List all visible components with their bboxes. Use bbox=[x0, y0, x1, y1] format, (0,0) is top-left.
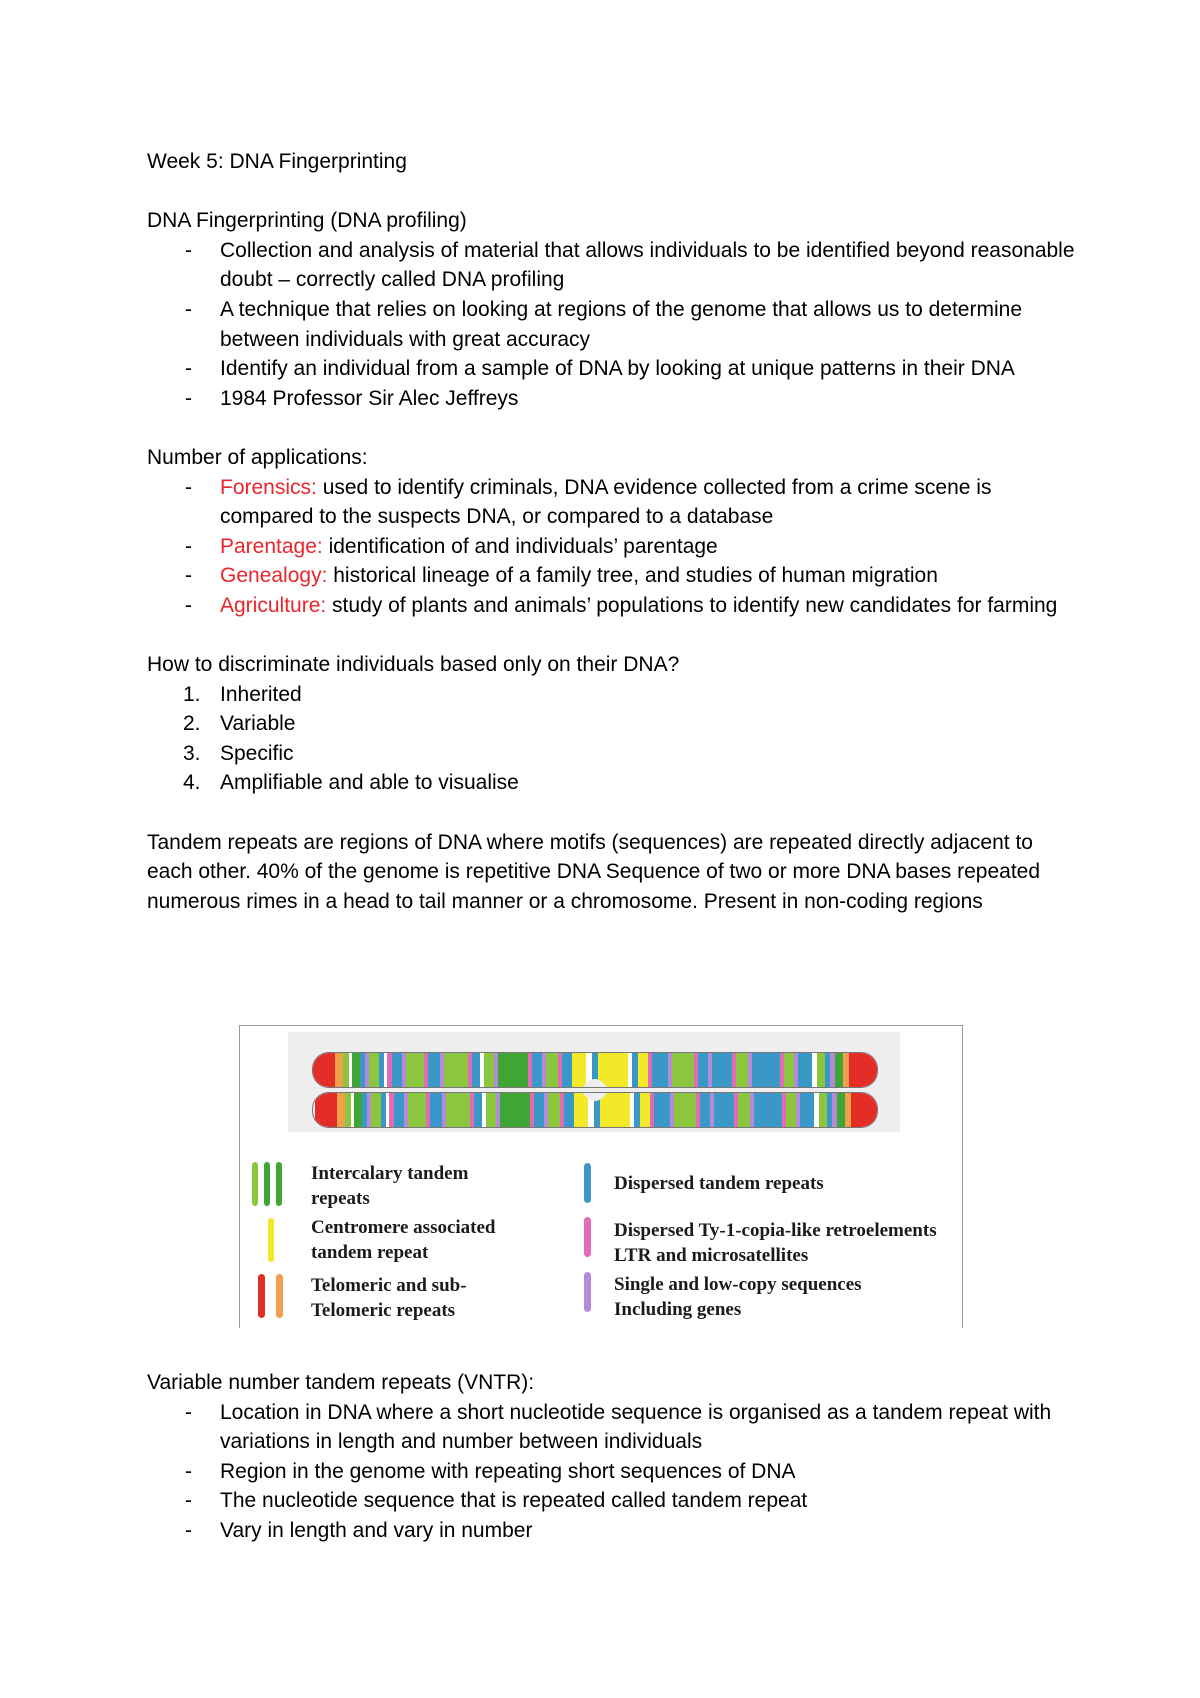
legend-centromere bbox=[311, 1215, 496, 1265]
chromosome-band bbox=[648, 1053, 652, 1087]
list-item bbox=[147, 561, 1077, 591]
chromosome-band bbox=[392, 1053, 402, 1087]
chromosome-band bbox=[564, 1093, 574, 1127]
chromosome-band bbox=[548, 1093, 560, 1127]
chromosome-band bbox=[389, 1093, 394, 1127]
list-item: - Vary in length and vary in number bbox=[147, 1516, 1077, 1546]
chromosome-band bbox=[674, 1093, 696, 1127]
list-number: 2. bbox=[183, 712, 201, 736]
chromosome-band bbox=[440, 1053, 444, 1087]
intercalary-swatch-2 bbox=[264, 1162, 270, 1206]
chromosome-band bbox=[835, 1053, 843, 1087]
chromosome-band bbox=[534, 1093, 544, 1127]
list-item: - Region in the genome with repeating short sequences of DNA bbox=[147, 1457, 1077, 1487]
chromatid-bottom bbox=[312, 1092, 878, 1128]
chromosome-band bbox=[345, 1093, 351, 1127]
chromosome-band bbox=[784, 1053, 794, 1087]
chromosome-band bbox=[546, 1053, 558, 1087]
term-description: used to identify criminals, DNA evidence collected from a crime scene is compared to the suspects DNA, or compared to a database bbox=[220, 475, 992, 529]
chromosome-band bbox=[337, 1093, 345, 1127]
legend-retroelements bbox=[614, 1218, 937, 1268]
list-item bbox=[147, 680, 1077, 710]
single-copy-swatch bbox=[584, 1272, 591, 1312]
intercalary-swatch-3 bbox=[276, 1162, 282, 1206]
chromosome-band bbox=[365, 1053, 369, 1087]
chromatid-top bbox=[312, 1052, 878, 1088]
section-heading-discriminate: How to discriminate individuals based only on their DNA? bbox=[147, 653, 680, 677]
chromosome-band bbox=[700, 1093, 710, 1127]
chromosome-band bbox=[360, 1053, 365, 1087]
chromosome-band bbox=[444, 1053, 468, 1087]
legend-line: tandem repeat bbox=[311, 1242, 429, 1263]
term-description: historical lineage of a family tree, and studies of human migration bbox=[327, 564, 938, 588]
applications-list bbox=[147, 473, 1077, 621]
subtelomeric-swatch bbox=[276, 1274, 283, 1318]
legend-telomeric bbox=[311, 1273, 467, 1323]
chromosome-band bbox=[402, 1053, 406, 1087]
chromosome-band bbox=[354, 1093, 362, 1127]
chromosome-band bbox=[598, 1053, 628, 1087]
chromosome-band bbox=[845, 1093, 851, 1127]
chromosome-band bbox=[484, 1053, 494, 1087]
chromosome-band bbox=[600, 1093, 630, 1127]
chromosome-band bbox=[670, 1093, 674, 1127]
chromosome-band bbox=[710, 1093, 714, 1127]
chromosome-band bbox=[500, 1093, 530, 1127]
chromosome-band bbox=[738, 1093, 750, 1127]
chromosome-band bbox=[827, 1093, 832, 1127]
chromosome-band bbox=[819, 1093, 827, 1127]
chromosome-band bbox=[404, 1093, 408, 1127]
chromosome-band bbox=[494, 1053, 498, 1087]
chromosome-band bbox=[832, 1093, 837, 1127]
legend-line: Including genes bbox=[614, 1299, 742, 1320]
centromere-swatch bbox=[268, 1218, 274, 1262]
section-heading-applications: Number of applications: bbox=[147, 445, 368, 469]
section-heading-fingerprinting: DNA Fingerprinting (DNA profiling) bbox=[147, 209, 467, 233]
chromosome-band bbox=[408, 1093, 426, 1127]
text-block-top bbox=[147, 147, 1077, 916]
list-item: - Identify an individual from a sample of DNA by looking at unique patterns in their DNA bbox=[147, 354, 1077, 384]
dispersed-swatch bbox=[584, 1163, 591, 1203]
chromosome-band bbox=[652, 1053, 668, 1087]
legend-intercalary bbox=[311, 1161, 468, 1211]
chromosome-band bbox=[780, 1053, 784, 1087]
chromatid-bottom-bands bbox=[313, 1093, 877, 1127]
chromosome-band bbox=[712, 1053, 732, 1087]
chromosome-band bbox=[474, 1093, 482, 1127]
chromosome-band bbox=[468, 1053, 472, 1087]
chromosome-band bbox=[843, 1053, 849, 1087]
legend-line: Telomeric and sub- bbox=[311, 1275, 467, 1296]
term-description: identification of and individuals’ parentage bbox=[322, 534, 718, 558]
chromosome-band bbox=[714, 1093, 734, 1127]
list-item: - Location in DNA where a short nucleotide sequence is organised as a tandem repeat with variations in length and number between individuals bbox=[147, 1398, 1077, 1457]
vntr-list bbox=[147, 1398, 1077, 1546]
list-item bbox=[147, 473, 1077, 532]
chromosome-band bbox=[630, 1093, 634, 1127]
chromosome-band bbox=[480, 1053, 484, 1087]
chromosome-band bbox=[362, 1093, 367, 1127]
chromosome-band bbox=[486, 1093, 496, 1127]
chromosome-band bbox=[672, 1053, 694, 1087]
chromosome-band bbox=[574, 1093, 588, 1127]
term-agriculture: Agriculture: bbox=[220, 593, 327, 617]
list-text: Amplifiable and able to visualise bbox=[220, 771, 519, 795]
chromosome-band bbox=[732, 1053, 736, 1087]
legend-line: Telomeric repeats bbox=[311, 1300, 456, 1321]
chromosome-band bbox=[387, 1053, 392, 1087]
legend-line: Centromere associated bbox=[311, 1217, 496, 1238]
text-block-bottom bbox=[147, 1368, 1077, 1546]
chromosome-band bbox=[482, 1093, 486, 1127]
chromosome-band bbox=[335, 1053, 343, 1087]
chromosome-band bbox=[696, 1093, 700, 1127]
legend-line: Intercalary tandem bbox=[311, 1163, 469, 1184]
chromosome-band bbox=[424, 1053, 428, 1087]
chromosome-band bbox=[849, 1053, 877, 1087]
chromosome-band bbox=[817, 1053, 825, 1087]
chromosome-band bbox=[632, 1053, 638, 1087]
chromosome-band bbox=[426, 1093, 430, 1127]
chromosome-band bbox=[428, 1053, 440, 1087]
chromosome-band bbox=[446, 1093, 470, 1127]
chromosome-band bbox=[532, 1053, 542, 1087]
chromosome-band bbox=[430, 1093, 442, 1127]
chromosome-band bbox=[379, 1053, 384, 1087]
chromosome-band bbox=[352, 1053, 360, 1087]
legend-dispersed bbox=[614, 1171, 824, 1196]
chromosome-band bbox=[496, 1093, 500, 1127]
chromosome-band bbox=[442, 1093, 446, 1127]
list-item bbox=[147, 591, 1077, 621]
chromosome-band bbox=[349, 1053, 352, 1087]
chromosome-band bbox=[544, 1093, 548, 1127]
term-forensics: Forensics: bbox=[220, 475, 317, 499]
chromosome-band bbox=[638, 1053, 648, 1087]
chromosome-band bbox=[472, 1053, 480, 1087]
chromosome-band bbox=[814, 1093, 819, 1127]
legend-line: repeats bbox=[311, 1188, 370, 1209]
chromosome-band bbox=[560, 1093, 564, 1127]
list-number: 1. bbox=[183, 682, 201, 706]
chromosome-band bbox=[668, 1053, 672, 1087]
chromosome-band bbox=[406, 1053, 424, 1087]
list-text: Specific bbox=[220, 741, 294, 765]
list-item: - Collection and analysis of material that allows individuals to be identified beyond reasonable doubt – correctly called DNA profiling bbox=[147, 236, 1077, 295]
chromosome-band bbox=[542, 1053, 546, 1087]
retro-swatch bbox=[584, 1217, 591, 1257]
list-number: 3. bbox=[183, 741, 201, 765]
legend-line: Dispersed tandem repeats bbox=[614, 1173, 824, 1194]
chromosome-band bbox=[640, 1093, 650, 1127]
list-item: - 1984 Professor Sir Alec Jeffreys bbox=[147, 384, 1077, 414]
chromosome-band bbox=[470, 1093, 474, 1127]
chromosome-band bbox=[796, 1093, 800, 1127]
list-item bbox=[147, 768, 1077, 798]
chromosome-band bbox=[708, 1053, 712, 1087]
telomeric-swatch bbox=[258, 1274, 265, 1318]
chromosome-band bbox=[381, 1093, 386, 1127]
chromosome-band bbox=[498, 1053, 528, 1087]
chromosome-band bbox=[384, 1053, 387, 1087]
chromosome-band bbox=[562, 1053, 572, 1087]
chromosome-band bbox=[650, 1093, 654, 1127]
chromosome-band bbox=[654, 1093, 670, 1127]
chromosome-band bbox=[830, 1053, 835, 1087]
term-description: study of plants and animals’ populations to identify new candidates for farming bbox=[326, 593, 1058, 617]
chromosome-band bbox=[369, 1053, 379, 1087]
chromosome-band bbox=[798, 1053, 812, 1087]
chromosome-band bbox=[367, 1093, 371, 1127]
chromosome-band bbox=[800, 1093, 814, 1127]
list-item: - A technique that relies on looking at regions of the genome that allows us to determine between individuals with great accuracy bbox=[147, 295, 1077, 354]
chromosome-band bbox=[851, 1093, 877, 1127]
legend-line: Single and low-copy sequences bbox=[614, 1274, 862, 1295]
chromosome-band bbox=[748, 1053, 752, 1087]
list-text: Variable bbox=[220, 712, 296, 736]
chromosome-band bbox=[386, 1093, 389, 1127]
term-parentage: Parentage: bbox=[220, 534, 323, 558]
criteria-list bbox=[147, 680, 1077, 798]
tandem-repeats-paragraph: Tandem repeats are regions of DNA where motifs (sequences) are repeated directly adjacent to each other. 40% of the genome is repetitive DNA Sequence of two or more DNA bases repeated numerous rimes in a head to tail manner or a chromosome. Present in non-coding regions bbox=[147, 830, 1041, 913]
chromosome-band bbox=[343, 1053, 349, 1087]
chromosome-band bbox=[782, 1093, 786, 1127]
chromosome-band bbox=[698, 1053, 708, 1087]
page-title: Week 5: DNA Fingerprinting bbox=[147, 150, 407, 173]
term-genealogy: Genealogy: bbox=[220, 564, 328, 588]
list-number: 4. bbox=[183, 771, 201, 795]
chromosome-band bbox=[315, 1093, 337, 1127]
chromosome-band bbox=[736, 1053, 748, 1087]
legend-single-copy bbox=[614, 1272, 862, 1322]
chromosome-band bbox=[313, 1053, 335, 1087]
list-item bbox=[147, 739, 1077, 769]
chromosome-band bbox=[558, 1053, 562, 1087]
chromosome-band bbox=[572, 1053, 586, 1087]
chromosome-band bbox=[628, 1053, 632, 1087]
list-text: Inherited bbox=[220, 682, 302, 706]
intercalary-swatch-1 bbox=[252, 1162, 258, 1206]
chromosome-band bbox=[750, 1093, 754, 1127]
list-item bbox=[147, 709, 1077, 739]
chromatid-top-bands bbox=[313, 1053, 877, 1087]
chromosome-band bbox=[694, 1053, 698, 1087]
legend-line: LTR and microsatellites bbox=[614, 1245, 809, 1266]
chromosome-panel bbox=[288, 1032, 900, 1132]
chromosome-figure bbox=[239, 1025, 963, 1328]
chromosome-band bbox=[371, 1093, 381, 1127]
chromosome-band bbox=[530, 1093, 534, 1127]
chromosome-band bbox=[812, 1053, 817, 1087]
section-heading-vntr: Variable number tandem repeats (VNTR): bbox=[147, 1371, 535, 1394]
chromosome-band bbox=[794, 1053, 798, 1087]
chromosome-band bbox=[351, 1093, 354, 1127]
chromosome-band bbox=[837, 1093, 845, 1127]
fingerprinting-list bbox=[147, 236, 1077, 414]
list-item bbox=[147, 532, 1077, 562]
chromosome-band bbox=[634, 1093, 640, 1127]
chromosome-band bbox=[528, 1053, 532, 1087]
chromosome-band bbox=[394, 1093, 404, 1127]
chromosome-band bbox=[752, 1053, 780, 1087]
chromosome-band bbox=[734, 1093, 738, 1127]
chromosome-band bbox=[786, 1093, 796, 1127]
chromosome-band bbox=[754, 1093, 782, 1127]
list-item: - The nucleotide sequence that is repeated called tandem repeat bbox=[147, 1486, 1077, 1516]
chromosome-band bbox=[825, 1053, 830, 1087]
legend-line: Dispersed Ty-1-copia-like retroelements bbox=[614, 1220, 937, 1241]
